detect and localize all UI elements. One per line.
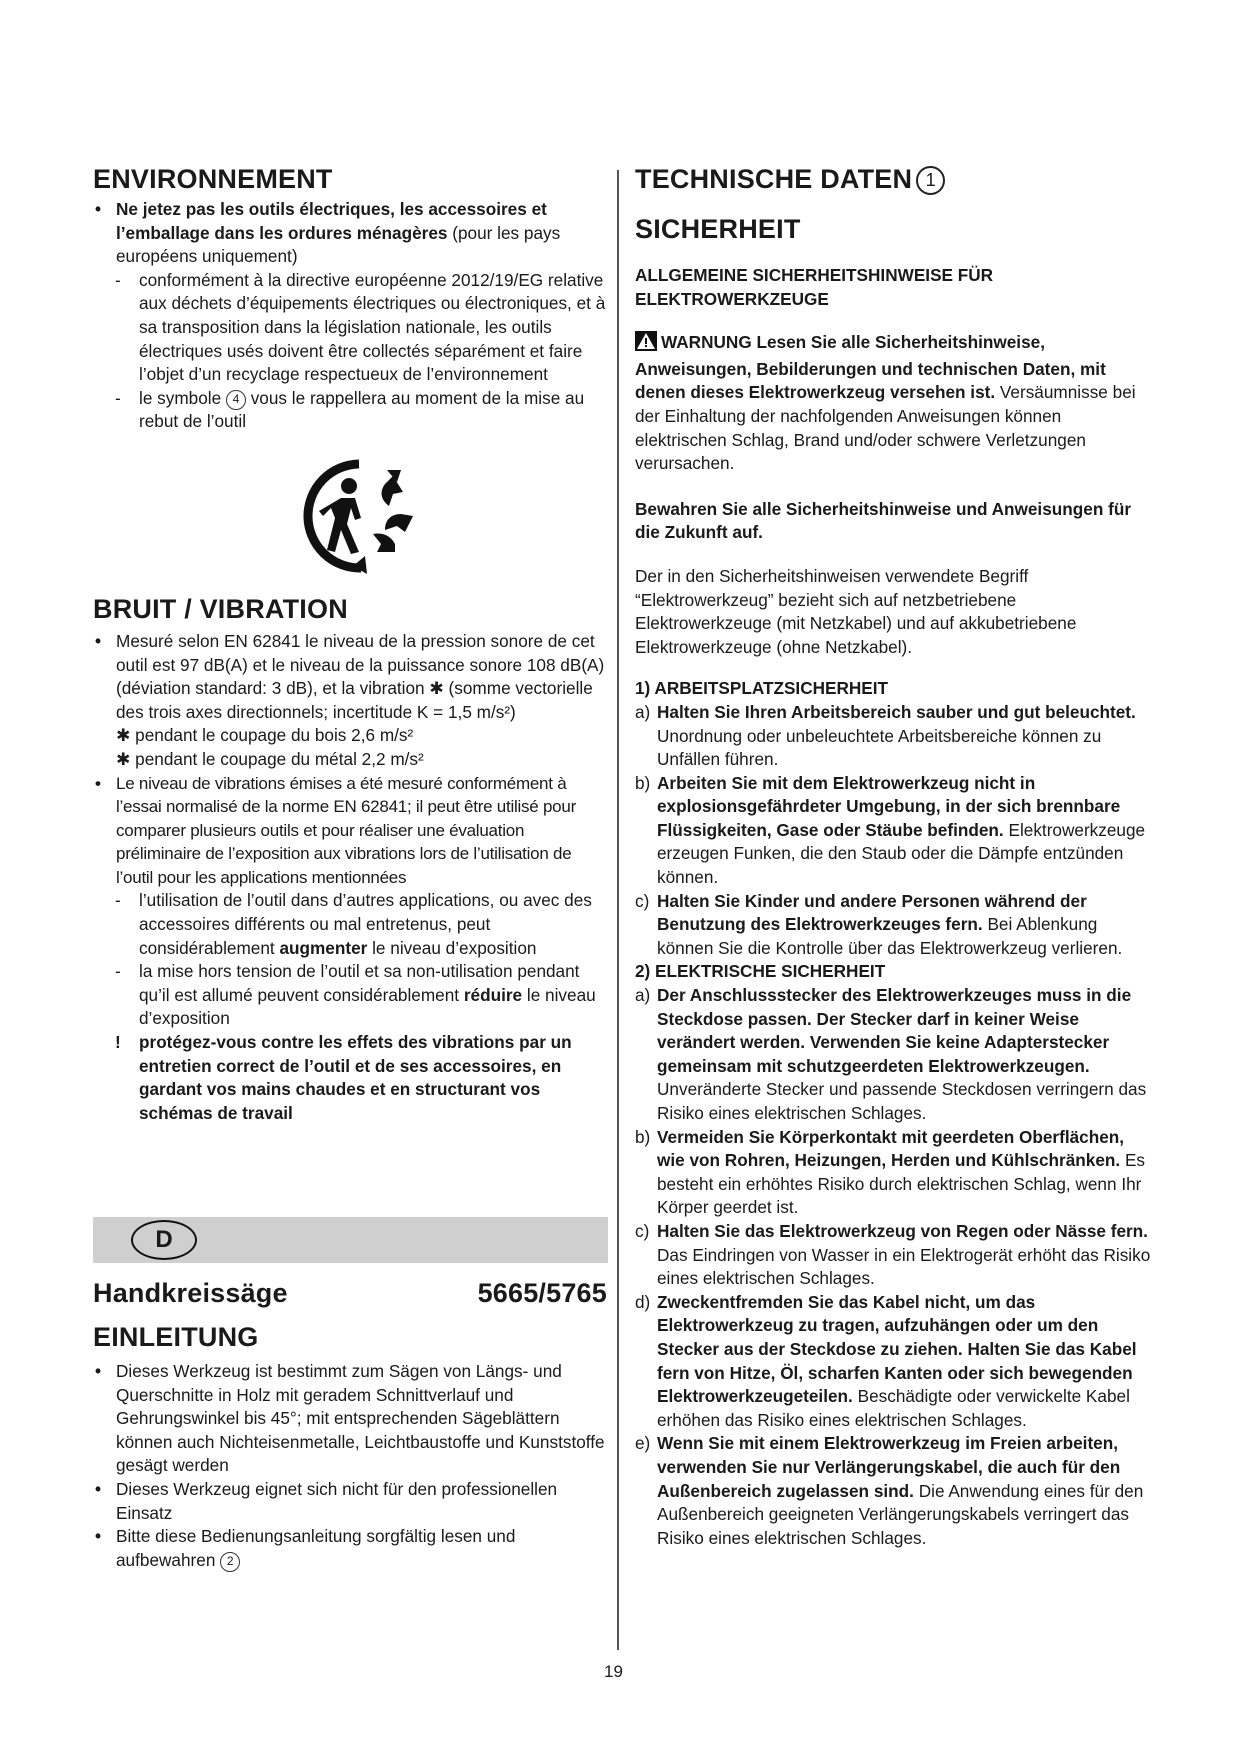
elektrische-item [635, 1291, 1155, 1433]
language-section-bar [93, 1217, 608, 1263]
environnement-heading: ENVIRONNEMENT [93, 164, 333, 194]
arbeitsplatz-list [635, 701, 1155, 961]
recycling-symbol-icon [301, 456, 421, 576]
item-bold-text: Halten Sie Kinder und andere Personen während der Benutzung des Elektrowerkzeuges fern. [657, 890, 1087, 935]
item-bold-text: Vermeiden Sie Körperkontakt mit geerdeten Oberflächen, wie von Rohren, Heizungen, Herden und Kühlschränken. [657, 1126, 1125, 1171]
bruit-bullet-1: • Mesuré selon EN 62841 le niveau de la pression sonore de cet outil est 97 dB(A) et le niveau de la puissance sonore 108 dB(A) (déviation standard: 3 dB), et la vibration ✱ (somme vectorielle des trois axes directionnels; incertitude K = 1,5 m/s²) ✱ pendant le coupage du bois 2,6 m/s² ✱ pendant le coupage du métal 2,2 m/s² [93, 630, 607, 772]
product-header [93, 1276, 607, 1310]
product-model: 5665/5765 [477, 1278, 607, 1308]
einleitung-bullet-3: • Bitte diese Bedienungsanleitung sorgfältig lesen und aufbewahren 2 [93, 1525, 607, 1572]
warning-paragraph: WARNUNG Lesen Sie alle Sicherheitshinweise, Anweisungen, Bebilderungen und technischen Daten, mit denen dieses Elektrowerkzeug versehen ist. Versäumnisse bei der Einhaltung der nachfolgenden Anweisungen können elektrischen Schlag, Brand und/oder schwere Verletzungen verursachen. [635, 332, 1136, 474]
item-text: Bei Ablenkung können Sie die Kontrolle über das Elektrowerkzeug verlieren. [657, 914, 1123, 958]
language-badge: D [131, 1220, 197, 1260]
bewahren-paragraph: Bewahren Sie alle Sicherheitshinweise und Anweisungen für die Zukunft auf. [635, 498, 1132, 543]
item-text: Beschädigte oder verwickelte Kabel erhöhen das Risiko eines elektrischen Schlages. [657, 1386, 1130, 1430]
item-text: Elektrowerkzeuge erzeugen Funken, die den Staub oder die Dämpfe entzünden können. [657, 819, 1146, 888]
allgemeine-hinweise-heading: ALLGEMEINE SICHERHEITSHINWEISE FÜR ELEKTROWERKZEUGE [635, 265, 994, 309]
item-letter: e) [635, 1433, 651, 1454]
arbeitsplatz-item [635, 701, 1155, 772]
elektrische-item [635, 984, 1155, 1126]
item-text: Das Eindringen von Wasser in ein Elektrogerät erhöht das Risiko eines elektrischen Schlages. [657, 1244, 1151, 1289]
item-bold-text: Arbeiten Sie mit dem Elektrowerkzeug nicht in explosionsgefährdeter Umgebung, in der sich brennbare Flüssigkeiten, Gase oder Stäube befinden. [657, 772, 1121, 840]
item-letter: c) [635, 890, 650, 911]
item-letter: b) [635, 1126, 651, 1147]
item-bold-text: Zweckentfremden Sie das Kabel nicht, um das Elektrowerkzeug zu tragen, aufzuhängen oder um den Stecker aus der Steckdose zu ziehen. Halten Sie das Kabel fern von Hitze, Öl, scharfen Kanten oder sich bewegenden Elektrowerkzeugeteilen. [657, 1291, 1137, 1407]
item-text: Die Anwendung eines für den Außenbereich geeigneten Verlängerungskabels verringert das Risiko eines elektrischen Schlages. [657, 1480, 1144, 1548]
bruit-heading: BRUIT / VIBRATION [93, 593, 348, 624]
elektrische-item [635, 1126, 1155, 1220]
environnement-dash-1: - conformément à la directive européenne 2012/19/EG relative aux déchets d’équipements électriques ou électroniques, et à sa transposition dans la législation nationale, les outils électriques usés doivent être collectés séparément et faire l’objet d’un recyclage respectueux de l’environnement [115, 269, 606, 385]
technische-daten-heading: TECHNISCHE DATEN 1 [635, 162, 1155, 196]
einleitung-bullet-1: • Dieses Werkzeug ist bestimmt zum Sägen von Längs- und Querschnitte in Holz mit geradem Schnittverlauf und Gehrungswinkel bis 45°; mit entsprechenden Sägeblättern können auch Nichteisenmetalle, Leichtbaustoffe und Kunststoffe gesägt werden [93, 1360, 607, 1478]
product-title: Handkreissäge [93, 1278, 288, 1308]
item-letter: a) [635, 985, 651, 1006]
item-bold-text: Halten Sie Ihren Arbeitsbereich sauber und gut beleuchtet. [657, 701, 1136, 722]
elektrische-sicherheit-heading: 2) ELEKTRISCHE SICHERHEIT [635, 961, 886, 982]
elektrische-list [635, 984, 1155, 1550]
elektrische-item [635, 1432, 1155, 1550]
ref-number-4: 4 [226, 390, 246, 410]
warning-triangle-icon [635, 331, 657, 358]
ref-number-1: 1 [916, 166, 945, 195]
right-column [635, 160, 1155, 1550]
einleitung-heading: EINLEITUNG [93, 1322, 259, 1352]
item-bold-text: Der Anschlussstecker des Elektrowerkzeuges muss in die Steckdose passen. Der Stecker darf in keiner Weise verändert werden. Verwenden Sie keine Adapterstecker gemeinsam mit schutzgeerdeten Elektrowerkzeugen. [657, 985, 1132, 1076]
bruit-warning: ! protégez-vous contre les effets des vibrations par un entretien correct de l’outil et de ses accessoires, en gardant vos mains chaudes et en structurant vos schémas de travail [115, 1032, 572, 1123]
item-text: Unveränderte Stecker und passende Steckdosen verringern das Risiko eines elektrischen Schlages. [657, 1079, 1147, 1123]
item-letter: d) [635, 1291, 651, 1312]
elektrische-item [635, 1220, 1155, 1291]
left-column [93, 160, 607, 1125]
bruit-dash-2: - la mise hors tension de l’outil et sa non-utilisation pendant qu’il est allumé peuvent considérablement réduire le niveau d’exposition [115, 961, 596, 1029]
item-bold-text: Halten Sie das Elektrowerkzeug von Regen oder Nässe fern. [657, 1220, 1148, 1241]
item-text: Unordnung oder unbeleuchtete Arbeitsbereiche können zu Unfällen führen. [657, 725, 1102, 770]
sicherheit-heading: SICHERHEIT [635, 214, 801, 244]
arbeitsplatzsicherheit-heading: 1) ARBEITSPLATZSICHERHEIT [635, 678, 889, 699]
item-text: Es besteht ein erhöhtes Risiko durch elektrischen Schlag, wenn Ihr Körper geerdet ist. [657, 1150, 1146, 1218]
einleitung-bullet-2: • Dieses Werkzeug eignet sich nicht für den professionellen Einsatz [93, 1478, 607, 1525]
item-letter: a) [635, 701, 651, 722]
environnement-dash-2: - le symbole 4 vous le rappellera au moment de la mise au rebut de l’outil [115, 387, 585, 432]
environnement-bullet: • Ne jetez pas les outils électriques, les accessoires et l’emballage dans les ordures ménagères (pour les pays européens uniquement) [93, 198, 607, 269]
arbeitsplatz-item [635, 772, 1155, 890]
item-letter: c) [635, 1220, 650, 1241]
bruit-dash-1: - l’utilisation de l’outil dans d’autres applications, ou avec des accessoires différents ou mal entretenus, peut considérablement augmenter le niveau d’exposition [115, 890, 592, 958]
ref-number-2: 2 [220, 1552, 240, 1572]
arbeitsplatz-item [635, 890, 1155, 961]
item-letter: b) [635, 772, 651, 793]
bruit-bullet-2: • Le niveau de vibrations émises a été mesuré conformément à l’essai normalisé de la norme EN 62841; il peut être utilisé pour comparer plusieurs outils et pour réaliser une évaluation préliminaire de l’exposition aux vibrations lors de l’utilisation de l’outil pour les applications mentionnées [93, 772, 607, 890]
column-divider [617, 170, 619, 1650]
item-bold-text: Wenn Sie mit einem Elektrowerkzeug im Freien arbeiten, verwenden Sie nur Verlängerungskabel, die auch für den Außenbereich zugelassen sind. [657, 1433, 1121, 1501]
begriff-paragraph: Der in den Sicherheitshinweisen verwendete Begriff “Elektrowerkzeug” bezieht sich auf netzbetriebene Elektrowerkzeuge (mit Netzkabel) und auf akkubetriebene Elektrowerkzeuge (ohne Netzkabel). [635, 565, 1077, 657]
german-intro-section [93, 1276, 607, 1572]
page-number: 19 [604, 1662, 623, 1681]
